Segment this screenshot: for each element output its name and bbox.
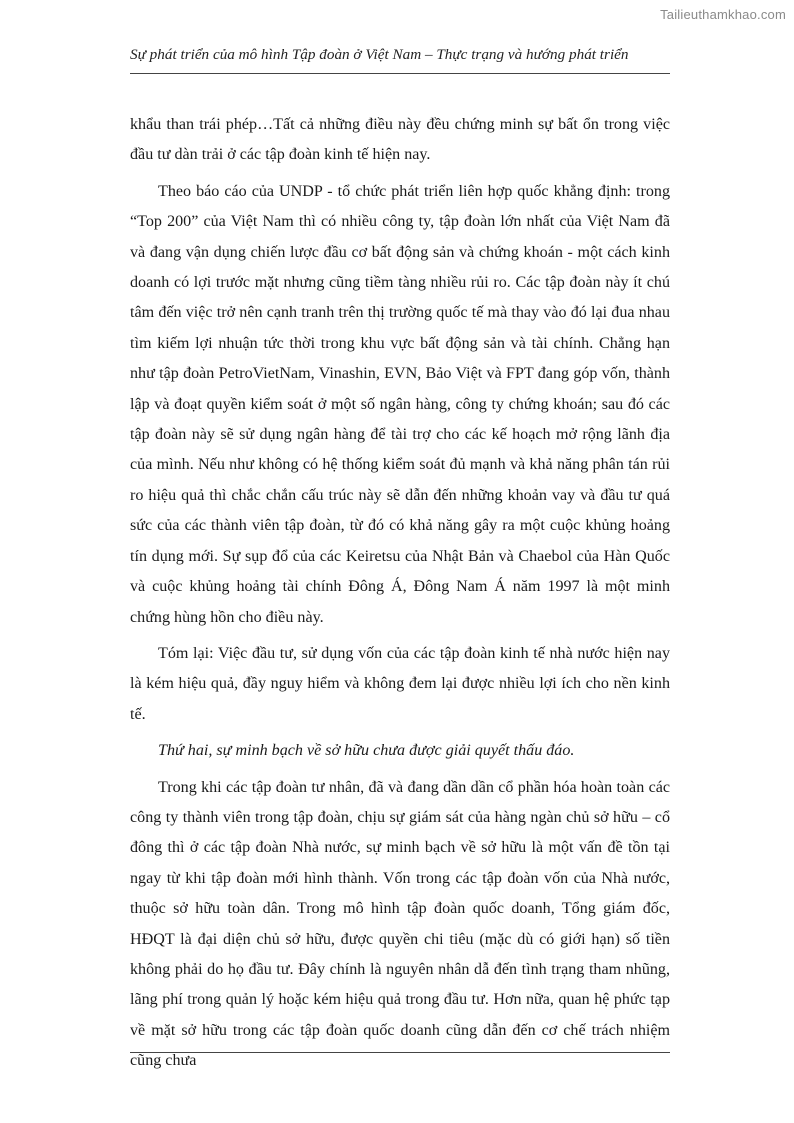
header-divider — [130, 73, 670, 74]
running-header: Sự phát triển của mô hình Tập đoàn ở Việt Nam – Thực trạng và hướng phát triển — [130, 46, 629, 63]
paragraph-ownership-transparency: Trong khi các tập đoàn tư nhân, đã và đang dần dần cổ phần hóa hoàn toàn các công ty thành viên trong tập đoàn, chịu sự giám sát của hàng ngàn chủ sở hữu – cổ đông thì ở các tập đoàn Nhà nước, sự minh bạch về sở hữu là một vấn đề tồn tại ngay từ khi tập đoàn mới hình thành. Vốn trong các tập đoàn vốn của Nhà nước, thuộc sở hữu toàn dân. Trong mô hình tập đoàn quốc doanh, Tổng giám đốc, HĐQT là đại diện chủ sở hữu, được quyền chi tiêu (mặc dù có giới hạn) số tiền không phải do họ đầu tư. Đây chính là nguyên nhân dẫ đến tình trạng tham nhũng, lãng phí trong quản lý hoặc kém hiệu quả trong đầu tư. Hơn nữa, quan hệ phức tạp về mặt sở hữu trong các tập đoàn quốc doanh cũng dẫn đến cơ chế trách nhiệm cũng chưa — [130, 778, 670, 1070]
section-subheading: Thứ hai, sự minh bạch về sở hữu chưa được giải quyết thấu đáo. — [158, 742, 575, 760]
footer-divider — [130, 1052, 670, 1053]
paragraph-summary: Tóm lại: Việc đầu tư, sử dụng vốn của các tập đoàn kinh tế nhà nước hiện nay là kém hiệu quả, đầy nguy hiểm và không đem lại được nhiều lợi ích cho nền kinh tế. — [130, 644, 670, 723]
paragraph-continuation: khẩu than trái phép…Tất cả những điều này đều chứng minh sự bất ổn trong việc đầu tư dàn trải ở các tập đoàn kinh tế hiện nay. — [130, 116, 670, 164]
watermark-text: Tailieuthamkhao.com — [660, 7, 786, 22]
document-body — [130, 110, 670, 1083]
paragraph-undp-report: Theo báo cáo của UNDP - tổ chức phát triển liên hợp quốc khẳng định: trong “Top 200” của Việt Nam thì có nhiều công ty, tập đoàn lớn nhất của Việt Nam đã và đang vận dụng chiến lược đầu cơ bất động sản và chứng khoán - một cách kinh doanh có lợi trước mặt nhưng cũng tiềm tàng nhiều rủi ro. Các tập đoàn này ít chú tâm đến việc trở nên cạnh tranh trên thị trường quốc tế mà thay vào đó lại đua nhau tìm kiếm lợi nhuận tức thời trong khu vực bất động sản và tài chính. Chẳng hạn như tập đoàn PetroVietNam, Vinashin, EVN, Bảo Việt và FPT đang góp vốn, thành lập và đoạt quyền kiểm soát ở một số ngân hàng, công ty chứng khoán; sau đó các tập đoàn này sẽ sử dụng ngân hàng để tài trợ cho các kế hoạch mở rộng lãnh địa của mình. Nếu như không có hệ thống kiểm soát đủ mạnh và khả năng phân tán rủi ro hiệu quả thì chắc chắn cấu trúc này sẽ dẫn đến những khoản vay và đầu tư quá sức của các thành viên tập đoàn, từ đó có khả năng gây ra một cuộc khủng hoảng tín dụng mới. Sự sụp đổ của các Keiretsu của Nhật Bản và Chaebol của Hàn Quốc và cuộc khủng hoảng tài chính Đông Á, Đông Nam Á năm 1997 là một minh chứng hùng hồn cho điều này. — [130, 182, 670, 626]
